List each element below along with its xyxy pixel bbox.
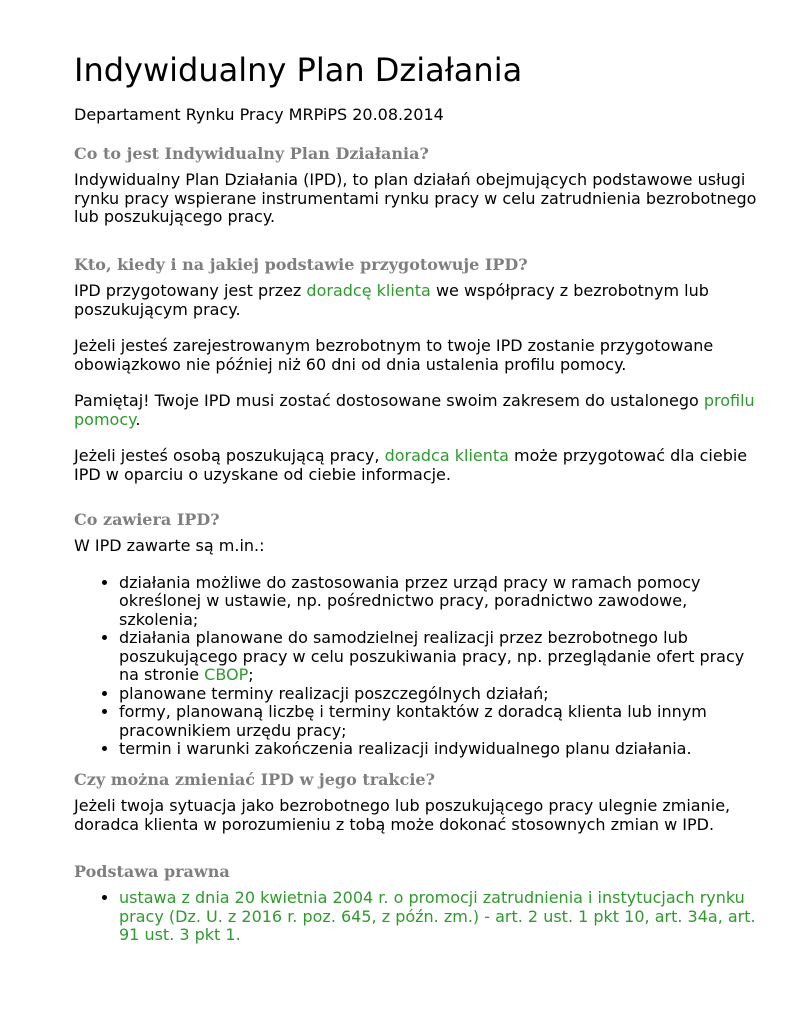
- section-what-is-ipd: [74, 143, 764, 245]
- text-span: ;: [248, 665, 254, 684]
- section-paragraph: [74, 447, 764, 484]
- list-item: • działania możliwe do zastosowania przez urząd pracy w ramach pomocy określonej w ustawie, np. pośrednictwo pracy, poradnictwo zawodowe, szkolenia;: [119, 574, 764, 630]
- section-paragraph: Jeżeli twoja sytuacja jako bezrobotnego lub poszukującego pracy ulegnie zmianie, doradca klienta w porozumieniu z tobą może dokonać stosownych zmian w IPD.: [74, 796, 731, 834]
- section-who-prepares-ipd: [74, 254, 764, 502]
- page-subtitle: Departament Rynku Pracy MRPiPS 20.08.2014: [74, 105, 444, 124]
- text-span: Pamiętaj! Twoje IPD musi zostać dostosowane swoim zakresem do ustalonego: [74, 391, 704, 410]
- link-ustawa[interactable]: ustawa z dnia 20 kwietnia 2004 r. o promocji zatrudnienia i instytucjach rynku pracy (Dz. U. z 2016 r. poz. 645, z późn. zm.) - art. 2 ust. 1 pkt 10, art. 34a, art. 91 ust. 3 pkt 1.: [119, 888, 756, 944]
- section-paragraph: [74, 282, 764, 319]
- contents-list: [74, 574, 764, 759]
- section-ipd-contents: [74, 509, 764, 759]
- text-span: we współpracy z bezrobotnym lub poszukującym pracy.: [74, 281, 709, 319]
- list-item: [119, 629, 764, 685]
- link-doradca-klienta[interactable]: doradcę klienta: [306, 281, 431, 300]
- list-item: • planowane terminy realizacji poszczególnych działań;: [119, 685, 764, 704]
- legal-list: [74, 889, 764, 945]
- section-heading: Podstawa prawna: [74, 862, 230, 881]
- text-span: działania planowane do samodzielnej realizacji przez bezrobotnego lub poszukującego pracy w celu poszukiwania pracy, np. przeglądanie ofert pracy na stronie: [119, 628, 745, 684]
- section-heading: Co zawiera IPD?: [74, 510, 220, 529]
- section-paragraph: [74, 392, 764, 429]
- page-title: Indywidualny Plan Działania: [74, 51, 523, 89]
- section-paragraph: Jeżeli jesteś zarejestrowanym bezrobotnym to twoje IPD zostanie przygotowane obowiązkowo nie później niż 60 dni od dnia ustalenia profilu pomocy.: [74, 336, 714, 374]
- section-heading: Co to jest Indywidualny Plan Działania?: [74, 144, 429, 163]
- link-profil-pomocy[interactable]: profilu pomocy: [74, 391, 755, 429]
- link-doradca-klienta-2[interactable]: doradca klienta: [384, 446, 509, 465]
- link-cbop[interactable]: CBOP: [204, 665, 249, 684]
- text-span: Jeżeli jesteś osobą poszukującą pracy,: [74, 446, 385, 465]
- section-changing-ipd: [74, 769, 764, 852]
- text-span: może przygotować dla ciebie IPD w oparciu o uzyskane od ciebie informacje.: [74, 446, 748, 484]
- list-item: • formy, planowaną liczbę i terminy kontaktów z doradcą klienta lub innym pracownikiem urzędu pracy;: [119, 703, 764, 740]
- list-item: [119, 889, 764, 945]
- section-legal-basis: [74, 861, 764, 945]
- section-paragraph: Indywidualny Plan Działania (IPD), to plan działań obejmujących podstawowe usługi rynku pracy wspierane instrumentami rynku pracy w celu zatrudnienia bezrobotnego lub poszukującego pracy.: [74, 170, 757, 226]
- section-heading: Czy można zmieniać IPD w jego trakcie?: [74, 770, 435, 789]
- section-heading: Kto, kiedy i na jakiej podstawie przygotowuje IPD?: [74, 255, 528, 274]
- text-span: .: [135, 409, 141, 429]
- section-intro: W IPD zawarte są m.in.:: [74, 536, 265, 555]
- text-span: IPD przygotowany jest przez: [74, 281, 307, 300]
- list-item: • termin i warunki zakończenia realizacji indywidualnego planu działania.: [119, 740, 764, 759]
